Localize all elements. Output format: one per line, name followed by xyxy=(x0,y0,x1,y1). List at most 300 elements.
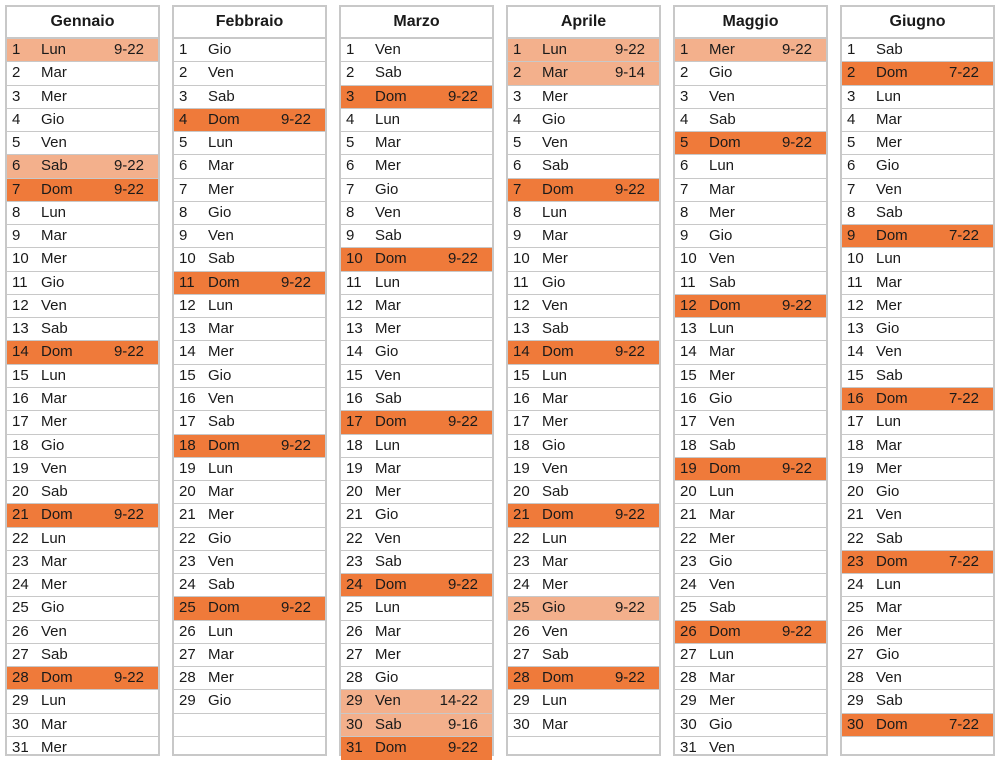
opening-hours: 9-14 xyxy=(614,64,645,82)
day-number: 23 xyxy=(346,552,363,570)
day-number: 20 xyxy=(179,483,196,501)
day-name: Gio xyxy=(709,64,733,82)
day-row xyxy=(341,621,492,644)
opening-hours: 9-22 xyxy=(614,599,645,617)
day-number: 12 xyxy=(179,296,196,314)
day-name: Gio xyxy=(208,203,232,221)
day-row xyxy=(174,621,325,644)
day-row xyxy=(7,690,158,713)
day-name: Ven xyxy=(208,227,234,245)
day-number: 13 xyxy=(513,320,530,338)
day-name: Lun xyxy=(208,296,234,314)
day-row xyxy=(842,621,993,644)
day-number: 17 xyxy=(346,413,363,431)
day-row xyxy=(842,295,993,318)
day-number: 23 xyxy=(513,552,530,570)
day-row xyxy=(7,225,158,248)
day-number: 7 xyxy=(179,180,188,198)
day-row xyxy=(341,318,492,341)
day-row xyxy=(675,155,826,178)
day-name: Sab xyxy=(876,692,903,710)
day-name: Ven xyxy=(876,669,902,687)
day-name: Mar xyxy=(709,506,735,524)
day-number: 10 xyxy=(179,250,196,268)
day-name: Dom xyxy=(208,599,240,617)
day-name: Gio xyxy=(375,343,399,361)
day-number: 31 xyxy=(346,738,363,756)
day-number: 3 xyxy=(513,87,522,105)
day-row xyxy=(675,551,826,574)
day-number: 30 xyxy=(847,715,864,733)
day-number: 8 xyxy=(179,203,188,221)
day-row xyxy=(341,86,492,109)
day-number: 6 xyxy=(12,157,21,175)
day-name: Lun xyxy=(208,459,234,477)
day-name: Mar xyxy=(375,622,401,640)
day-name: Sab xyxy=(542,645,569,663)
day-row xyxy=(7,528,158,551)
day-number: 29 xyxy=(179,692,196,710)
day-name: Mar xyxy=(876,273,902,291)
day-name: Mar xyxy=(375,296,401,314)
day-name: Lun xyxy=(542,366,568,384)
day-name: Ven xyxy=(375,692,401,710)
day-row xyxy=(174,574,325,597)
day-name: Dom xyxy=(876,552,908,570)
day-name: Mer xyxy=(41,87,67,105)
day-number: 29 xyxy=(513,692,530,710)
day-list xyxy=(842,39,993,760)
day-row xyxy=(174,295,325,318)
day-row xyxy=(508,318,659,341)
day-row xyxy=(174,248,325,271)
day-name: Dom xyxy=(709,622,741,640)
day-row xyxy=(508,504,659,527)
day-name: Mar xyxy=(542,552,568,570)
day-name: Mar xyxy=(542,715,568,733)
day-number: 31 xyxy=(680,738,697,756)
day-row xyxy=(675,86,826,109)
opening-hours: 9-22 xyxy=(113,343,144,361)
day-row xyxy=(174,667,325,690)
day-name: Mer xyxy=(542,250,568,268)
day-name: Mer xyxy=(41,576,67,594)
day-name: Ven xyxy=(375,366,401,384)
day-row xyxy=(7,295,158,318)
day-number: 27 xyxy=(12,645,29,663)
day-number: 12 xyxy=(12,296,29,314)
day-row xyxy=(174,504,325,527)
day-name: Mer xyxy=(709,692,735,710)
day-row xyxy=(7,481,158,504)
day-name: Lun xyxy=(709,157,735,175)
day-name: Lun xyxy=(876,250,902,268)
day-name: Mer xyxy=(542,413,568,431)
day-row xyxy=(675,435,826,458)
day-row xyxy=(341,39,492,62)
day-number: 3 xyxy=(847,87,856,105)
day-name: Mar xyxy=(41,715,67,733)
opening-hours: 7-22 xyxy=(948,389,979,407)
day-row xyxy=(7,644,158,667)
day-row xyxy=(174,132,325,155)
day-name: Gio xyxy=(542,436,566,454)
day-number: 20 xyxy=(513,483,530,501)
opening-hours: 9-16 xyxy=(447,715,478,733)
day-row xyxy=(341,481,492,504)
day-number: 9 xyxy=(847,227,856,245)
day-number: 7 xyxy=(680,180,689,198)
day-row xyxy=(341,155,492,178)
month-header: Maggio xyxy=(675,7,826,39)
day-name: Sab xyxy=(208,87,235,105)
opening-hours: 9-22 xyxy=(614,180,645,198)
day-number: 20 xyxy=(847,483,864,501)
month-column-giugno xyxy=(840,5,995,756)
day-name: Dom xyxy=(208,273,240,291)
day-row xyxy=(7,109,158,132)
day-number: 8 xyxy=(680,203,689,221)
day-number: 30 xyxy=(513,715,530,733)
day-row xyxy=(675,574,826,597)
day-row xyxy=(842,365,993,388)
day-name: Mer xyxy=(41,250,67,268)
day-row xyxy=(842,597,993,620)
day-number: 25 xyxy=(346,599,363,617)
opening-hours: 7-22 xyxy=(948,64,979,82)
day-name: Mar xyxy=(208,157,234,175)
day-row xyxy=(842,644,993,667)
day-number: 18 xyxy=(513,436,530,454)
day-number: 2 xyxy=(179,64,188,82)
day-number: 15 xyxy=(680,366,697,384)
day-row xyxy=(675,458,826,481)
day-number: 19 xyxy=(179,459,196,477)
day-row xyxy=(174,435,325,458)
opening-hours: 14-22 xyxy=(439,692,478,710)
day-name: Gio xyxy=(709,227,733,245)
day-number: 22 xyxy=(346,529,363,547)
day-row xyxy=(675,179,826,202)
day-name: Mer xyxy=(709,366,735,384)
opening-hours: 9-22 xyxy=(113,41,144,58)
day-row xyxy=(675,621,826,644)
day-number: 7 xyxy=(847,180,856,198)
day-number: 8 xyxy=(513,203,522,221)
day-number: 19 xyxy=(346,459,363,477)
day-number: 1 xyxy=(12,41,21,58)
day-list xyxy=(341,39,492,760)
day-number: 5 xyxy=(680,134,689,152)
day-number: 22 xyxy=(12,529,29,547)
day-row xyxy=(7,621,158,644)
day-row xyxy=(174,528,325,551)
day-number: 11 xyxy=(179,273,195,291)
day-row xyxy=(508,225,659,248)
day-number: 4 xyxy=(680,110,689,128)
day-row xyxy=(341,551,492,574)
day-row xyxy=(675,481,826,504)
day-number: 3 xyxy=(346,87,355,105)
day-row xyxy=(842,481,993,504)
day-name: Sab xyxy=(709,436,736,454)
opening-hours: 9-22 xyxy=(447,576,478,594)
day-number: 26 xyxy=(680,622,697,640)
day-name: Mer xyxy=(876,459,902,477)
day-row xyxy=(341,225,492,248)
day-name: Ven xyxy=(542,296,568,314)
day-number: 21 xyxy=(513,506,530,524)
day-name: Sab xyxy=(41,645,68,663)
day-name: Sab xyxy=(542,483,569,501)
day-row xyxy=(7,202,158,225)
day-name: Sab xyxy=(208,576,235,594)
day-name: Mar xyxy=(709,669,735,687)
day-name: Sab xyxy=(208,413,235,431)
day-number: 22 xyxy=(179,529,196,547)
day-number: 17 xyxy=(513,413,530,431)
day-number: 24 xyxy=(179,576,196,594)
empty-row xyxy=(842,737,993,760)
day-name: Dom xyxy=(542,506,574,524)
day-name: Lun xyxy=(208,622,234,640)
day-number: 9 xyxy=(346,227,355,245)
month-column-marzo xyxy=(339,5,494,756)
day-name: Ven xyxy=(41,622,67,640)
day-number: 3 xyxy=(12,87,21,105)
opening-hours: 9-22 xyxy=(113,669,144,687)
day-row xyxy=(341,597,492,620)
day-row xyxy=(7,62,158,85)
day-name: Lun xyxy=(41,692,67,710)
month-header: Marzo xyxy=(341,7,492,39)
day-row xyxy=(174,341,325,364)
day-number: 9 xyxy=(12,227,21,245)
day-row xyxy=(7,714,158,737)
day-row xyxy=(341,388,492,411)
day-name: Mer xyxy=(876,622,902,640)
day-row xyxy=(341,132,492,155)
day-row xyxy=(341,248,492,271)
day-name: Mer xyxy=(709,203,735,221)
day-name: Dom xyxy=(542,343,574,361)
day-number: 19 xyxy=(680,459,697,477)
day-name: Sab xyxy=(542,157,569,175)
day-name: Gio xyxy=(41,273,65,291)
day-number: 4 xyxy=(179,110,188,128)
day-name: Sab xyxy=(41,483,68,501)
day-row xyxy=(174,411,325,434)
month-header: Giugno xyxy=(842,7,993,39)
opening-hours: 9-22 xyxy=(447,87,478,105)
day-name: Ven xyxy=(208,552,234,570)
day-row xyxy=(842,202,993,225)
day-row xyxy=(675,109,826,132)
day-name: Mer xyxy=(208,669,234,687)
day-row xyxy=(508,248,659,271)
day-number: 19 xyxy=(12,459,29,477)
day-row xyxy=(174,179,325,202)
day-row xyxy=(675,714,826,737)
day-row xyxy=(7,39,158,62)
day-number: 2 xyxy=(847,64,856,82)
day-name: Mar xyxy=(542,389,568,407)
day-number: 23 xyxy=(12,552,29,570)
day-row xyxy=(174,388,325,411)
day-row xyxy=(174,86,325,109)
day-row xyxy=(7,458,158,481)
day-row xyxy=(341,690,492,713)
day-name: Dom xyxy=(375,576,407,594)
day-row xyxy=(341,667,492,690)
day-name: Mar xyxy=(876,436,902,454)
day-number: 6 xyxy=(179,157,188,175)
day-name: Mer xyxy=(208,506,234,524)
day-number: 25 xyxy=(513,599,530,617)
day-name: Mar xyxy=(208,320,234,338)
day-list xyxy=(174,39,325,760)
day-name: Sab xyxy=(208,250,235,268)
day-number: 21 xyxy=(179,506,196,524)
day-number: 21 xyxy=(12,506,29,524)
day-row xyxy=(508,109,659,132)
day-number: 23 xyxy=(179,552,196,570)
day-name: Ven xyxy=(876,343,902,361)
day-number: 28 xyxy=(680,669,697,687)
day-number: 26 xyxy=(12,622,29,640)
day-row xyxy=(7,388,158,411)
day-number: 16 xyxy=(680,389,697,407)
day-name: Ven xyxy=(375,203,401,221)
day-number: 15 xyxy=(346,366,363,384)
opening-hours: 9-22 xyxy=(280,599,311,617)
day-row xyxy=(508,597,659,620)
day-number: 28 xyxy=(847,669,864,687)
day-number: 14 xyxy=(513,343,530,361)
day-name: Ven xyxy=(876,506,902,524)
day-row xyxy=(174,644,325,667)
day-row xyxy=(7,155,158,178)
day-row xyxy=(675,667,826,690)
day-name: Dom xyxy=(375,738,407,756)
day-name: Lun xyxy=(41,366,67,384)
day-name: Gio xyxy=(208,529,232,547)
day-name: Sab xyxy=(709,599,736,617)
day-row xyxy=(675,295,826,318)
day-number: 6 xyxy=(847,157,856,175)
day-number: 4 xyxy=(346,110,355,128)
day-row xyxy=(842,458,993,481)
day-row xyxy=(842,155,993,178)
day-number: 14 xyxy=(680,343,697,361)
day-number: 17 xyxy=(12,413,29,431)
day-row xyxy=(842,225,993,248)
day-row xyxy=(675,341,826,364)
day-name: Mar xyxy=(41,389,67,407)
day-number: 20 xyxy=(12,483,29,501)
day-row xyxy=(508,155,659,178)
day-row xyxy=(7,86,158,109)
day-number: 25 xyxy=(179,599,196,617)
day-name: Gio xyxy=(375,669,399,687)
day-number: 31 xyxy=(12,738,29,756)
day-name: Dom xyxy=(542,180,574,198)
opening-hours: 9-22 xyxy=(781,622,812,640)
day-name: Mer xyxy=(542,576,568,594)
day-row xyxy=(508,481,659,504)
month-header: Gennaio xyxy=(7,7,158,39)
day-number: 26 xyxy=(179,622,196,640)
opening-hours: 9-22 xyxy=(280,273,311,291)
day-row xyxy=(174,109,325,132)
day-number: 1 xyxy=(513,41,522,58)
day-row xyxy=(341,179,492,202)
day-name: Lun xyxy=(876,413,902,431)
day-number: 16 xyxy=(12,389,29,407)
day-number: 30 xyxy=(680,715,697,733)
day-name: Dom xyxy=(876,64,908,82)
day-row xyxy=(675,132,826,155)
day-row xyxy=(508,411,659,434)
day-row xyxy=(341,528,492,551)
opening-hours: 9-22 xyxy=(781,296,812,314)
day-name: Sab xyxy=(542,320,569,338)
opening-hours: 9-22 xyxy=(781,134,812,152)
day-name: Mer xyxy=(876,134,902,152)
opening-hours: 9-22 xyxy=(280,110,311,128)
day-name: Mer xyxy=(375,645,401,663)
day-number: 13 xyxy=(847,320,864,338)
day-number: 20 xyxy=(346,483,363,501)
day-number: 15 xyxy=(12,366,29,384)
day-name: Lun xyxy=(542,529,568,547)
day-number: 5 xyxy=(12,134,21,152)
month-column-febbraio xyxy=(172,5,327,756)
day-name: Gio xyxy=(542,273,566,291)
day-name: Gio xyxy=(41,110,65,128)
day-number: 4 xyxy=(12,110,21,128)
day-list xyxy=(508,39,659,760)
day-number: 1 xyxy=(179,41,188,58)
day-name: Gio xyxy=(41,436,65,454)
day-number: 7 xyxy=(12,180,21,198)
day-name: Sab xyxy=(375,227,402,245)
day-number: 11 xyxy=(847,273,863,291)
day-number: 14 xyxy=(12,343,29,361)
day-row xyxy=(508,39,659,62)
day-name: Gio xyxy=(876,320,900,338)
day-row xyxy=(7,667,158,690)
day-row xyxy=(842,62,993,85)
day-name: Ven xyxy=(709,738,735,756)
opening-hours: 9-22 xyxy=(614,506,645,524)
day-name: Dom xyxy=(375,87,407,105)
day-row xyxy=(508,132,659,155)
day-row xyxy=(7,411,158,434)
day-row xyxy=(842,248,993,271)
day-name: Mer xyxy=(375,483,401,501)
day-number: 5 xyxy=(346,134,355,152)
day-row xyxy=(7,435,158,458)
day-number: 6 xyxy=(346,157,355,175)
day-name: Dom xyxy=(876,227,908,245)
day-name: Ven xyxy=(542,134,568,152)
day-number: 16 xyxy=(179,389,196,407)
day-row xyxy=(842,411,993,434)
day-number: 1 xyxy=(346,41,355,58)
day-row xyxy=(341,411,492,434)
day-row xyxy=(341,109,492,132)
